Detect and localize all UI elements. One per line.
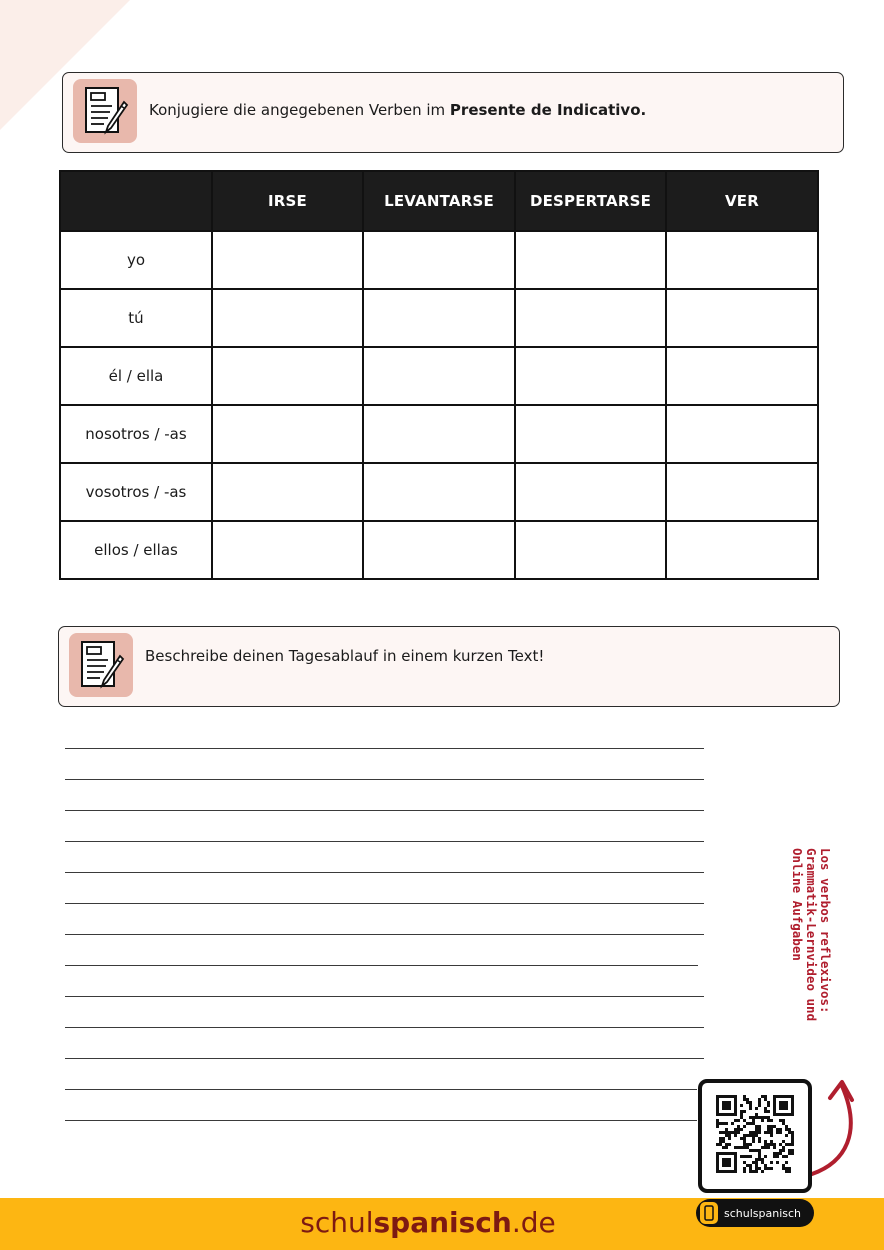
answer-cell[interactable]	[363, 405, 515, 463]
answer-cell[interactable]	[666, 289, 818, 347]
header-ver: VER	[666, 171, 818, 231]
task-1-instruction	[149, 101, 646, 119]
answer-cell[interactable]	[666, 463, 818, 521]
pronoun-cell: él / ella	[60, 347, 212, 405]
pronoun-cell: yo	[60, 231, 212, 289]
table-header-row	[60, 171, 818, 231]
answer-cell[interactable]	[666, 405, 818, 463]
social-handle-badge[interactable]	[696, 1199, 814, 1227]
instruction-text: Konjugiere die angegebenen Verben im	[149, 101, 450, 119]
writing-line[interactable]	[65, 810, 704, 811]
header-despertarse: DESPERTARSE	[515, 171, 666, 231]
writing-line[interactable]	[65, 872, 704, 873]
writing-line[interactable]	[65, 903, 704, 904]
writing-line[interactable]	[65, 748, 704, 749]
writing-line[interactable]	[65, 1089, 697, 1090]
answer-cell[interactable]	[212, 347, 363, 405]
writing-line[interactable]	[65, 934, 704, 935]
task-2-instruction: Beschreibe deinen Tagesablauf in einem kurzen Text!	[145, 647, 545, 665]
answer-cell[interactable]	[363, 231, 515, 289]
header-irse: IRSE	[212, 171, 363, 231]
writing-line[interactable]	[65, 996, 704, 997]
task-2-box	[58, 626, 840, 707]
task-1-box	[62, 72, 844, 153]
answer-cell[interactable]	[515, 289, 666, 347]
table-row	[60, 347, 818, 405]
worksheet-pencil-icon	[73, 79, 137, 143]
answer-cell[interactable]	[515, 405, 666, 463]
answer-cell[interactable]	[212, 231, 363, 289]
social-handle: schulspanisch	[724, 1206, 802, 1220]
conjugation-table	[59, 170, 819, 580]
answer-cell[interactable]	[212, 405, 363, 463]
answer-cell[interactable]	[212, 289, 363, 347]
answer-cell[interactable]	[515, 463, 666, 521]
table-row	[60, 521, 818, 579]
pronoun-cell: tú	[60, 289, 212, 347]
writing-line[interactable]	[65, 841, 704, 842]
worksheet-pencil-icon	[69, 633, 133, 697]
phone-icon	[700, 1202, 718, 1224]
pronoun-cell: nosotros / -as	[60, 405, 212, 463]
answer-cell[interactable]	[363, 463, 515, 521]
brand-suffix: .de	[511, 1206, 556, 1239]
pronoun-cell: vosotros / -as	[60, 463, 212, 521]
answer-cell[interactable]	[212, 521, 363, 579]
link-line-3: Online Aufgaben	[790, 848, 805, 961]
answer-cell[interactable]	[666, 347, 818, 405]
table-row	[60, 405, 818, 463]
header-blank	[60, 171, 212, 231]
brand-bold: spanisch	[373, 1206, 512, 1239]
curved-arrow-icon	[806, 1070, 866, 1180]
lernvideo-link-text[interactable]	[790, 848, 832, 1021]
table-row	[60, 463, 818, 521]
writing-line[interactable]	[65, 965, 698, 966]
pronoun-cell: ellos / ellas	[60, 521, 212, 579]
qr-code-icon[interactable]	[716, 1095, 794, 1177]
answer-cell[interactable]	[363, 521, 515, 579]
answer-cell[interactable]	[666, 231, 818, 289]
table-row	[60, 289, 818, 347]
qr-code-frame[interactable]	[698, 1079, 812, 1193]
link-line-1: Los verbos reflexivos:	[818, 848, 833, 1014]
link-line-2: Grammatik-Lernvideo und	[804, 848, 819, 1022]
writing-line[interactable]	[65, 779, 704, 780]
table-row	[60, 231, 818, 289]
answer-cell[interactable]	[515, 347, 666, 405]
brand-prefix: schul	[300, 1206, 374, 1239]
answer-cell[interactable]	[515, 231, 666, 289]
answer-cell[interactable]	[515, 521, 666, 579]
writing-line[interactable]	[65, 1120, 697, 1121]
answer-cell[interactable]	[363, 289, 515, 347]
instruction-bold-text: Presente de Indicativo.	[449, 101, 647, 119]
writing-line[interactable]	[65, 1058, 704, 1059]
writing-line[interactable]	[65, 1027, 704, 1028]
header-levantarse: LEVANTARSE	[363, 171, 515, 231]
answer-cell[interactable]	[363, 347, 515, 405]
answer-cell[interactable]	[666, 521, 818, 579]
answer-cell[interactable]	[212, 463, 363, 521]
